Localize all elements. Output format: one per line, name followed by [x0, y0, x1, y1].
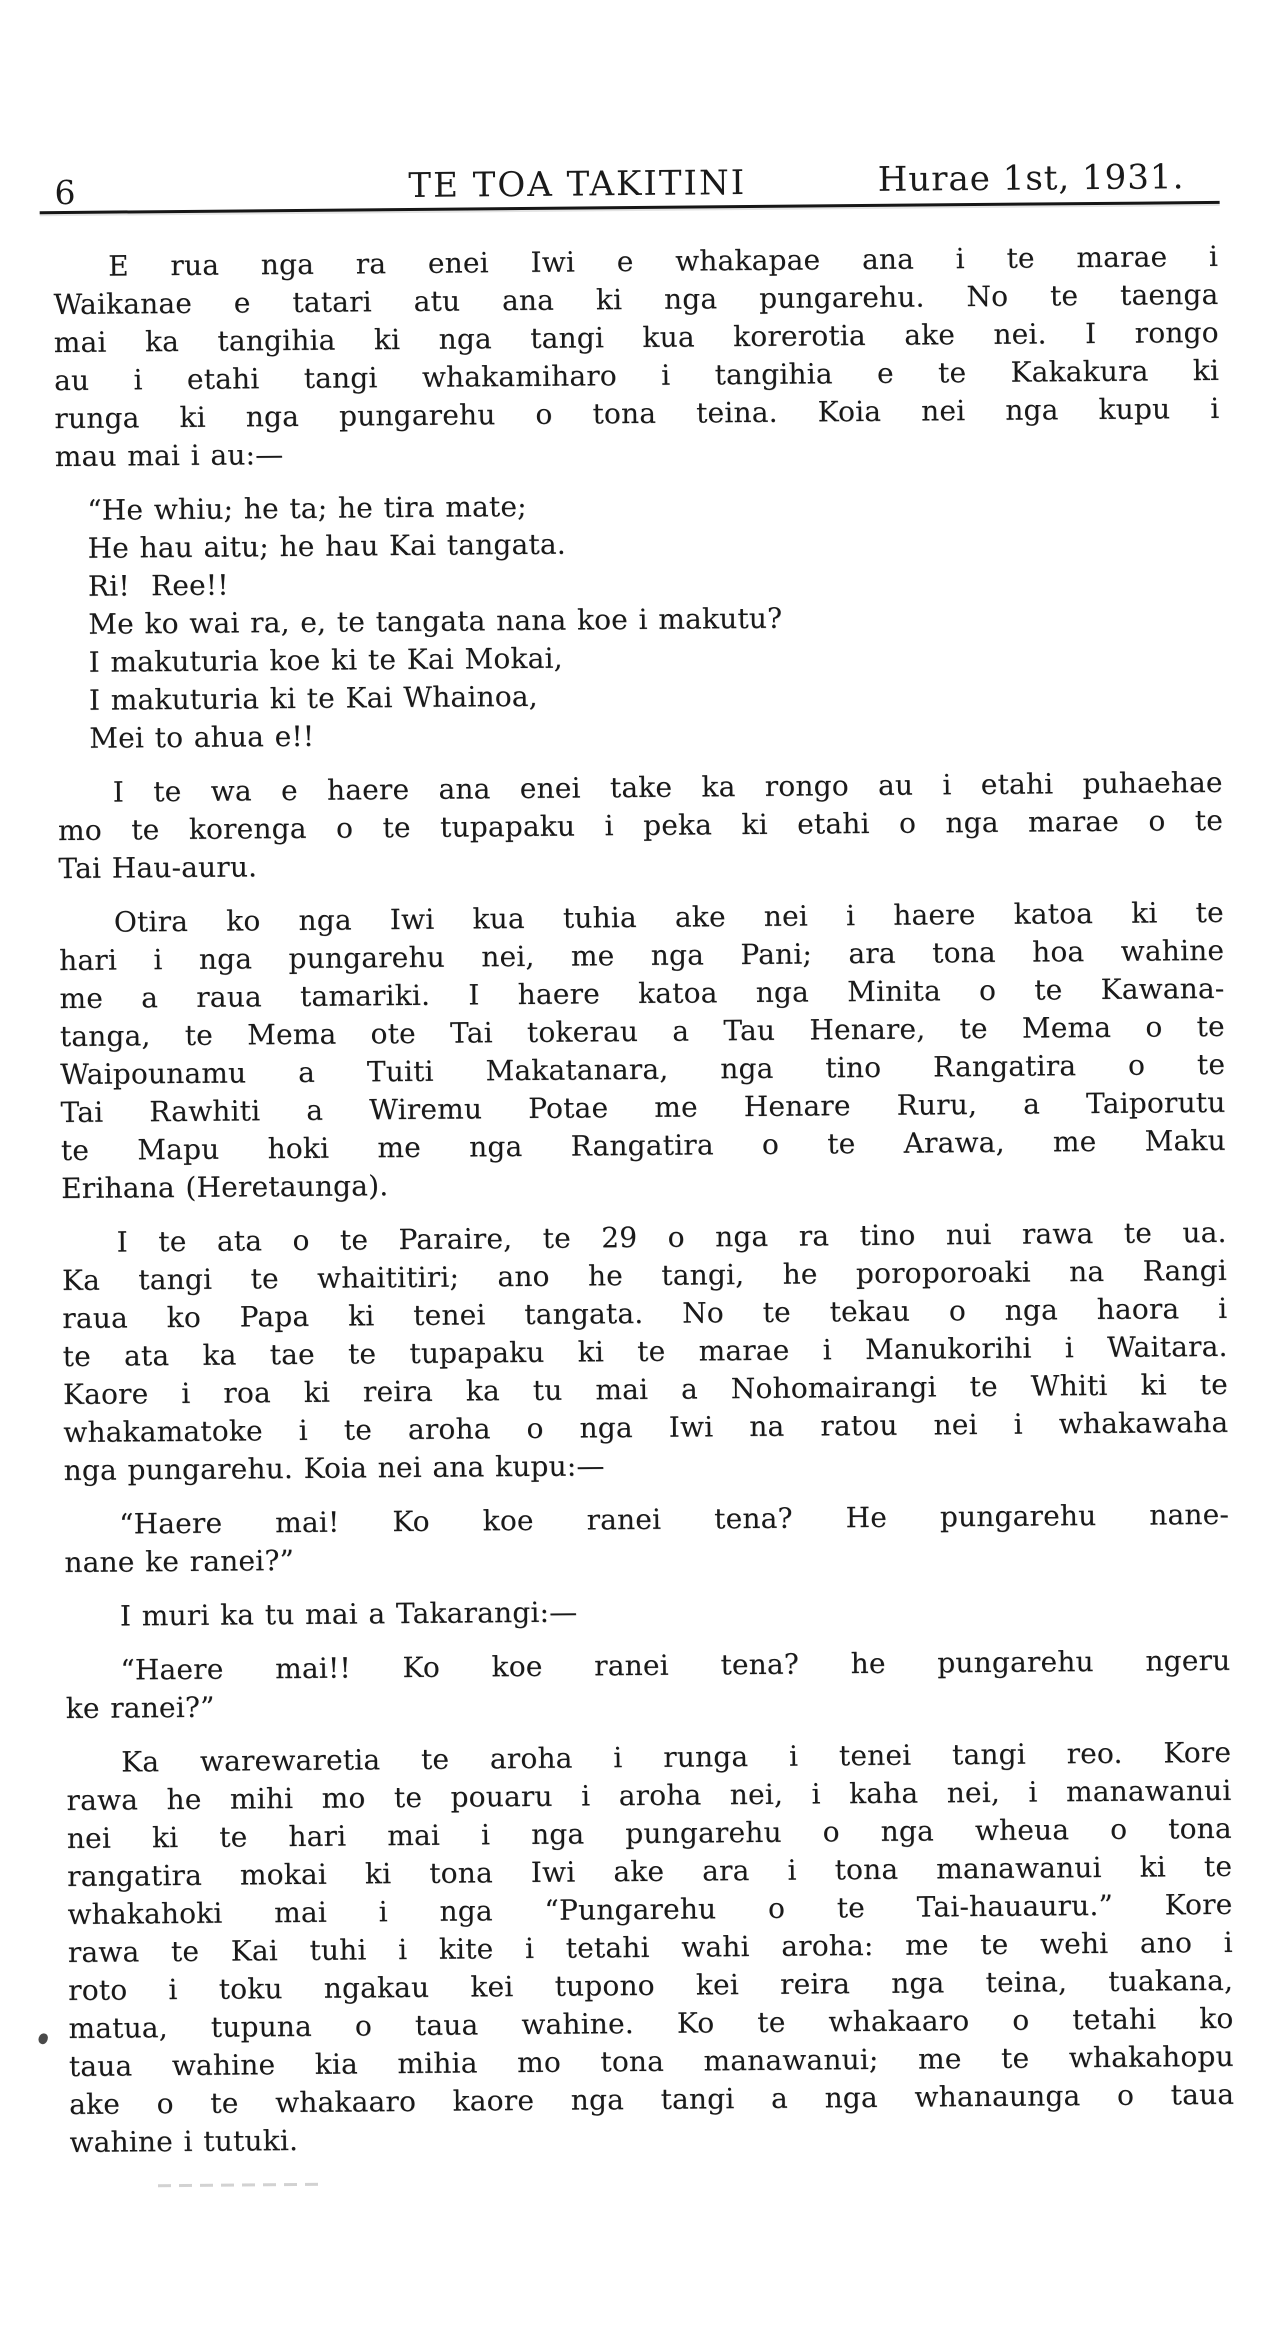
text-line: I makuturia ki te Kai Whainoa,: [88, 679, 538, 717]
waitara-paragraph: [62, 1214, 1229, 1490]
text-line: Me ko wai ra, e, te tangata nana koe i makutu?: [88, 601, 783, 641]
text-line: I muri ka tu mai a Takarangi:—: [119, 1595, 578, 1633]
closing-paragraph: [66, 1734, 1235, 2162]
nohomairangi-quote: [64, 1496, 1230, 1582]
text-line: Ri! Ree!!: [87, 568, 229, 603]
journal-title: TE TOA TAKITINI: [408, 163, 747, 206]
text-line: wahine i tutuki.: [69, 2124, 299, 2160]
text-line: He hau aitu; he hau Kai tangata.: [87, 527, 567, 565]
text-line: roto i toku ngakau kei tupono kei reira nga teina, tuakana,: [68, 1963, 1234, 2008]
text-line: te Mapu hoki me nga Rangatira o te Arawa, me Maku: [60, 1123, 1226, 1168]
text-line: rawa te Kai tuhi i kite i tetahi wahi aroha: me te wehi ano i: [67, 1925, 1233, 1970]
text-line: nane ke ranei?”: [64, 1544, 295, 1580]
text-line: Waikanae e tatari atu ana ki nga pungarehu. No te taenga: [53, 277, 1219, 322]
text-line: te ata ka tae te tupapaku ki te marae i Manukorihi i Waitara.: [62, 1329, 1228, 1374]
text-line: me a raua tamariki. I haere katoa nga Minita o te Kawana-: [59, 971, 1225, 1016]
journey-paragraph: [59, 894, 1227, 1208]
text-line: Waipounamu a Tuiti Makatanara, nga tino Rangatira o te: [60, 1047, 1226, 1092]
takarangi-quote: [65, 1642, 1231, 1728]
text-line: Kaore i roa ki reira ka tu mai a Nohomairangi te Whiti ki te: [62, 1367, 1229, 1412]
opening-paragraph: [53, 238, 1220, 476]
lament-verse: [55, 482, 1222, 758]
text-line: Mei to ahua e!!: [89, 719, 315, 755]
text-line: Erihana (Heretaunga).: [61, 1169, 389, 1206]
puhaehae-paragraph: [58, 764, 1224, 888]
text-line: “Haere mai! Ko koe ranei tena? He pungarehu nane-: [118, 1497, 1230, 1541]
text-line: Tai Hau-auru.: [58, 850, 258, 886]
text-line: hari i nga pungarehu nei, me nga Pani; ara tona hoa wahine: [59, 933, 1225, 978]
text-line: I te ata o te Paraire, te 29 o nga ra tino nui rawa te ua.: [116, 1215, 1227, 1259]
text-line: ke ranei?”: [65, 1690, 215, 1726]
text-line: au i etahi tangi whakamiharo i tangihia e te Kakakura ki: [54, 353, 1220, 398]
text-line: whakamatoke i te aroha o nga Iwi na ratou nei i whakawaha: [63, 1405, 1229, 1450]
text-line: tanga, te Mema ote Tai tokerau a Tau Henare, te Mema o te: [59, 1009, 1225, 1054]
text-line: Ka warewaretia te aroha i runga i tenei tangi reo. Kore: [121, 1735, 1232, 1779]
text-line: Otira ko nga Iwi kua tuhia ake nei i haere katoa ki te: [113, 895, 1224, 939]
text-line: “Haere mai!! Ko koe ranei tena? he pungarehu ngeru: [120, 1643, 1231, 1687]
text-line: I makuturia koe ki te Kai Mokai,: [88, 641, 563, 679]
text-line: Ka tangi te whaititiri; ano he tangi, he poroporoaki na Rangi: [61, 1253, 1228, 1298]
text-line: E rua nga ra enei Iwi e whakapae ana i te marae i: [108, 239, 1219, 283]
text-line: mau mai i au:—: [54, 438, 284, 474]
page-number: 6: [54, 172, 77, 213]
text-column: [53, 238, 1235, 2162]
text-line: raua ko Papa ki tenei tangata. No te tekau o nga haora i: [62, 1291, 1228, 1336]
text-line: mai ka tangihia ki nga tangi kua korerotia ake nei. I rongo: [53, 315, 1219, 360]
text-line: matua, tupuna o taua wahine. Ko te whakaaro o tetahi ko: [68, 2001, 1234, 2046]
text-line: “He whiu; he ta; he tira mate;: [87, 489, 527, 527]
takarangi-intro: [65, 1588, 1230, 1636]
text-line: runga ki nga pungarehu o tona teina. Koia nei nga kupu i: [54, 391, 1220, 436]
text-line: taua wahine kia mihia mo tona manawanui; me te whakahopu: [68, 2039, 1234, 2084]
text-line: rangatira mokai ki tona Iwi ake ara i tona manawanui ki te: [67, 1849, 1233, 1894]
text-line: ake o te whakaaro kaore nga tangi a nga whanaunga o taua: [69, 2077, 1235, 2122]
ink-spot-artifact: [37, 2032, 49, 2045]
text-line: Tai Rawhiti a Wiremu Potae me Henare Ruru, a Taiporutu: [60, 1085, 1226, 1130]
text-line: nei ki te hari mai i nga pungarehu o nga wheua o tona: [66, 1811, 1232, 1856]
text-line: whakahoki mai i nga “Pungarehu o te Tai-hauauru.” Kore: [67, 1887, 1233, 1932]
text-line: I te wa e haere ana enei take ka rongo au i etahi puhaehae: [112, 765, 1223, 809]
text-line: nga pungarehu. Koia nei ana kupu:—: [63, 1449, 605, 1488]
text-line: rawa he mihi mo te pouaru i aroha nei, i kaha nei, i manawanui: [66, 1773, 1232, 1818]
scan-artifact-line: [158, 2183, 326, 2187]
text-line: mo te korenga o te tupapaku i peka ki etahi o nga marae o te: [57, 803, 1224, 848]
issue-date: Hurae 1st, 1931.: [877, 157, 1185, 200]
